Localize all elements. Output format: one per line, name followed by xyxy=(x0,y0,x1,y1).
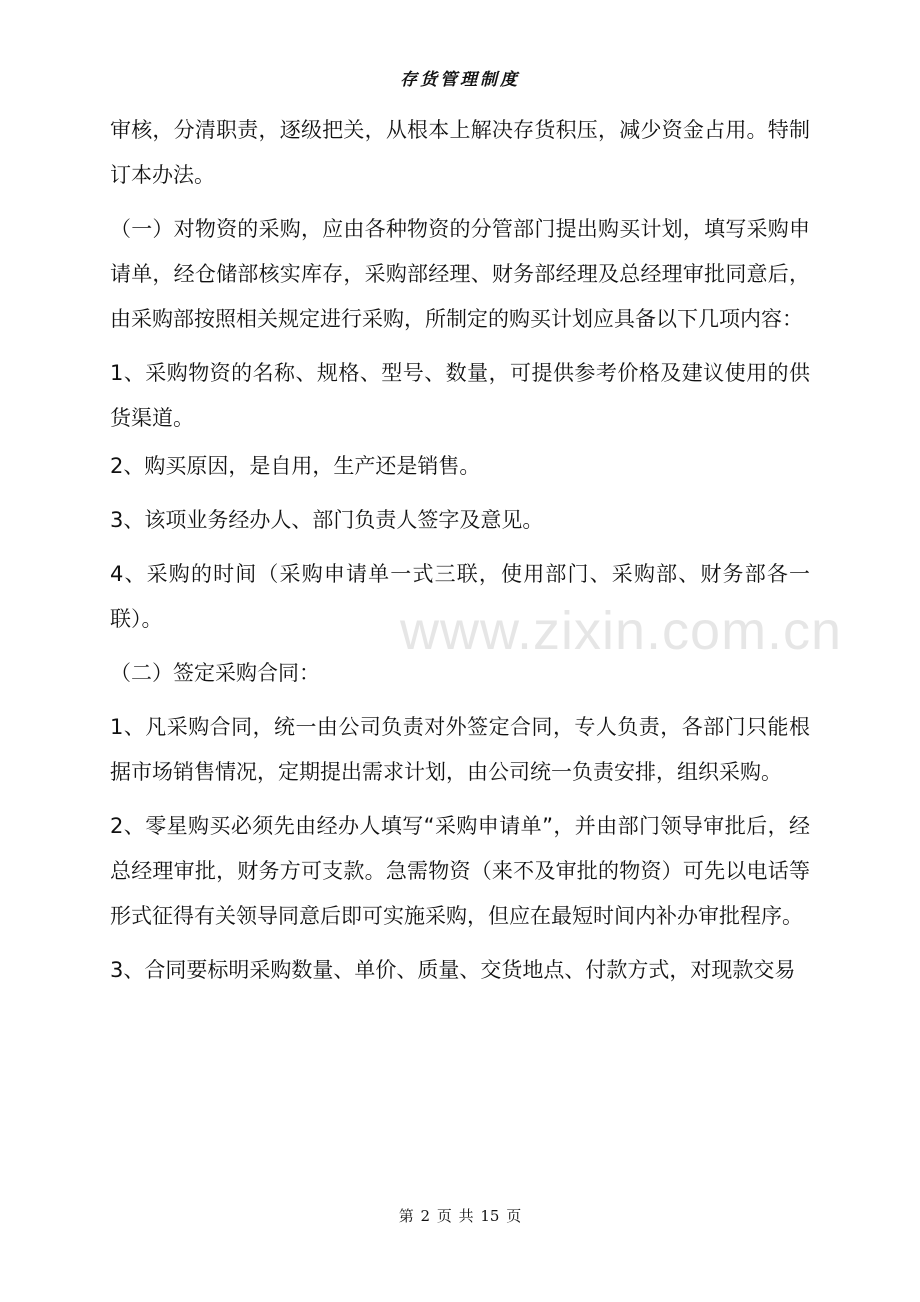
paragraph-item-1-2: 2、购买原因，是自用，生产还是销售。 xyxy=(110,454,481,478)
page-header-title: 存货管理制度 xyxy=(400,70,520,90)
watermark-logo: www.zixin.com.cn xyxy=(400,601,843,661)
paragraph-item-2-3: 3、合同要标明采购数量、单价、质量、交货地点、付款方式，对现款交易 xyxy=(110,958,796,982)
paragraph-item-2-1: 1、凡采购合同，统一由公司负责对外签定合同，专人负责，各部门只能根据市场销售情况，定期提出需求计划，由公司统一负责安排，组织采购。 xyxy=(110,715,810,784)
paragraph-section-1: （一）对物资的采购，应由各种物资的分管部门提出购买计划，填写采购申请单，经仓储部核实库存，采购部经理、财务部经理及总经理审批同意后，由采购部按照相关规定进行采购，所制定的购买计划应具备以下几项内容： xyxy=(110,217,810,331)
paragraph-item-1-1: 1、采购物资的名称、规格、型号、数量，可提供参考价格及建议使用的供货渠道。 xyxy=(110,361,810,430)
document-body xyxy=(110,108,810,1002)
page-footer-number: 第 2 页 共 15 页 xyxy=(398,1207,522,1225)
paragraph-item-1-4: 4、采购的时间（采购申请单一式三联，使用部门、采购部、财务部各一联）。 xyxy=(110,562,810,631)
paragraph-item-2-2: 2、零星购买必须先由经办人填写“采购申请单”，并由部门领导审批后，经总经理审批，财务方可支款。急需物资（来不及审批的物资）可先以电话等形式征得有关领导同意后即可实施采购，但应在最短时间内补办审批程序。 xyxy=(110,814,810,928)
paragraph-item-1-3: 3、该项业务经办人、部门负责人签字及意见。 xyxy=(110,508,544,532)
paragraph-intro: 审核，分清职责，逐级把关，从根本上解决存货积压，减少资金占用。特制订本办法。 xyxy=(110,118,810,187)
paragraph-section-2: （二）签定采购合同： xyxy=(110,661,320,685)
